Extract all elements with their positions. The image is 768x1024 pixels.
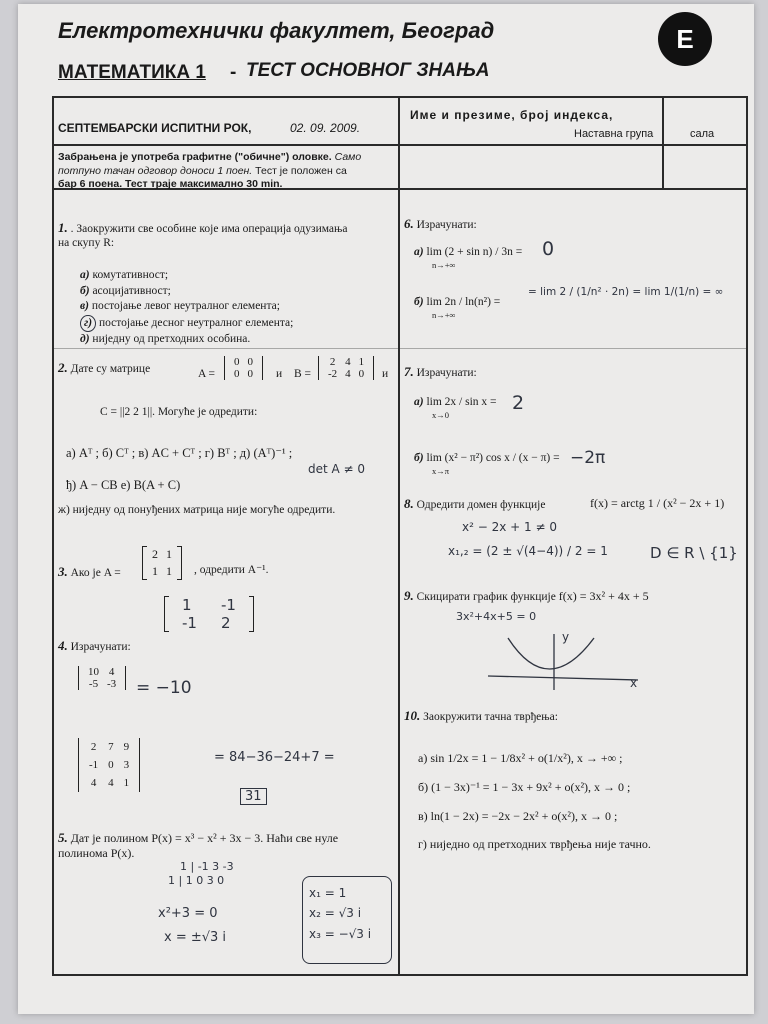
q5-solution: x = ±√3 i xyxy=(164,930,227,945)
q6-a-answer: 0 xyxy=(542,238,555,260)
q2-matrix-c: C = ||2 2 1||. Могуће је одредити: xyxy=(100,406,258,418)
q10-option-g[interactable]: г) ниједно од претходних тврђења није тачно. xyxy=(418,837,651,852)
q1-option-a[interactable]: а) комутативност; xyxy=(80,269,169,281)
left-divider-1 xyxy=(52,348,399,349)
frame-bottom xyxy=(52,974,748,976)
q9-axis-y-label: y xyxy=(562,630,570,644)
q4-work: = 84−36−24+7 = xyxy=(214,750,335,765)
exam-date: 02. 09. 2009. xyxy=(290,121,361,135)
q10-option-a[interactable]: а) sin 1/2x = 1 − 1/8x² + o(1/x²), x → +∞ ; xyxy=(418,751,623,765)
exam-sheet xyxy=(18,4,754,1014)
q8-work-1: x² − 2x + 1 ≠ 0 xyxy=(462,520,557,534)
faculty-title: Електротехнички факултет, Београд xyxy=(58,18,495,43)
q7-text: 7. Израчунати: xyxy=(404,364,477,379)
q2-handwriting: det A ≠ 0 xyxy=(308,462,366,476)
matrix-a-q3: 2 1 1 1 xyxy=(142,546,182,585)
q9-work: 3x²+4x+5 = 0 xyxy=(456,610,537,623)
group-label: Наставна група xyxy=(574,128,654,140)
q3-handwritten-inverse: 1 -1 -1 2 xyxy=(164,596,254,637)
q1-option-d[interactable]: д) ниједну од претходних особина. xyxy=(80,333,251,346)
title-dash: - xyxy=(230,62,237,83)
frame-row1 xyxy=(52,144,748,146)
q6-b-sub: n→+∞ xyxy=(432,310,456,320)
q9-text: 9. Скицирати график функције f(x) = 3x² + 4x + 5 xyxy=(404,588,649,603)
q10-options xyxy=(418,744,651,859)
q10-option-v[interactable]: в) ln(1 − 2x) = −2x − 2x² + o(x²), x → 0 ; xyxy=(418,808,618,823)
q6-b: б) lim 2n / ln(n²) = xyxy=(414,296,501,308)
q7-b: б) lim (x² − π²) cos x / (x − π) = xyxy=(414,452,560,464)
q5-horner-row: 1 | 1 0 3 0 xyxy=(168,874,225,887)
q2-and: и xyxy=(276,368,283,380)
q6-text: 6. Израчунати: xyxy=(404,216,477,231)
frame-room-divider xyxy=(662,96,664,188)
q6-a-sub: n→+∞ xyxy=(432,260,456,270)
q2-text: 2. Дате су матрице xyxy=(58,360,151,375)
q2-and-2: и xyxy=(382,368,389,380)
matrix-a: 0 0 0 0 xyxy=(224,356,263,385)
q9-axis-x-label: x xyxy=(630,676,638,690)
q9-parabola xyxy=(508,638,594,669)
q8-work-2: x₁,₂ = (2 ± √(4−4)) / 2 = 1 xyxy=(448,544,608,558)
q1-text: 1. . Заокружити све особине које има операција одузимања на скупу R: xyxy=(58,220,348,249)
room-label: сала xyxy=(690,128,715,140)
q5-equation: x²+3 = 0 xyxy=(158,906,218,921)
q2-options-row1[interactable]: а) Aᵀ ; б) Cᵀ ; в) AC + Cᵀ ; г) Bᵀ ; д) (Aᵀ)⁻¹ ; xyxy=(66,446,293,460)
q2-options-row2[interactable]: ђ) A − CB е) B(A + C) xyxy=(66,478,181,492)
matrix-b: 2 4 1 -2 4 0 xyxy=(318,356,374,385)
q3-text: 3. Ако је A = xyxy=(58,564,121,579)
q2-options-row3[interactable]: ж) ниједну од понуђених матрица није могуће одредити. xyxy=(58,504,336,516)
student-name-label: Име и презиме, број индекса, xyxy=(410,108,614,122)
exam-rules: Забрањена је употреба графитне ("обичне") оловке. Само потпуно тачан одговор доноси 1 поен. Тест је положен са бар 6 поена. Тест траје максимално 30 min. xyxy=(58,151,362,191)
test-title: ТЕСТ ОСНОВНОГ ЗНАЊА xyxy=(246,60,490,81)
q7-b-sub: x→π xyxy=(432,466,450,476)
q5-horner-top: 1 | -1 3 -3 xyxy=(180,860,234,873)
exam-term: СЕПТЕМБАРСКИ ИСПИТНИ РОК, xyxy=(58,121,252,135)
matrix-a-label: A = xyxy=(198,368,216,380)
course-title: МАТЕМАТИКА 1 xyxy=(58,62,206,83)
frame-middle xyxy=(398,96,400,976)
right-divider-1 xyxy=(399,348,747,349)
q4-answer-3x3: 31 xyxy=(240,788,267,805)
q6-b-work: = lim 2 / (1/n² · 2n) = lim 1/(1/n) = ∞ xyxy=(528,286,724,298)
frame-left xyxy=(52,96,54,976)
frame-top xyxy=(52,96,748,98)
q1-option-v[interactable]: в) постојање левог неутралног елемента; xyxy=(80,300,280,313)
frame-right xyxy=(746,96,748,976)
q7-a-sub: x→0 xyxy=(432,410,449,420)
q7-a: а) lim 2x / sin x = xyxy=(414,396,497,408)
q1-options xyxy=(80,268,293,348)
q4-determinant-3x3: 2 7 9 -1 0 3 4 4 1 xyxy=(78,738,140,797)
q4-determinant-2x2: 10 4 -5 -3 xyxy=(78,666,126,695)
q8-text: 8. Одредити домен функције xyxy=(404,496,546,511)
q9-x-axis xyxy=(488,676,638,680)
q5-text: 5. Дат је полином P(x) = x³ − x² + 3x − 3. Наћи све нуле полинома P(x). xyxy=(58,830,339,860)
q4-answer-2x2: = −10 xyxy=(136,678,192,698)
q6-a: а) lim (2 + sin n) / 3n = xyxy=(414,246,523,258)
q1-option-b[interactable]: б) асоцијативност; xyxy=(80,284,171,297)
q8-domain: D ∈ R \ {1} xyxy=(650,544,738,562)
q7-a-answer: 2 xyxy=(512,392,525,414)
q3-text-2: , одредити A⁻¹. xyxy=(194,564,269,576)
q1-option-g[interactable]: г) постојање десног неутралног елемента; xyxy=(80,315,293,333)
matrix-b-label: B = xyxy=(294,368,312,380)
faculty-logo: Е xyxy=(658,12,712,66)
q10-text: 10. Заокружити тачна тврђења: xyxy=(404,708,558,723)
q4-text: 4. Израчунати: xyxy=(58,638,131,653)
q7-b-answer: −2π xyxy=(570,448,606,468)
q5-roots-box: x₁ = 1 x₂ = √3 i x₃ = −√3 i xyxy=(302,876,392,964)
q10-option-b[interactable]: б) (1 − 3x)⁻¹ = 1 − 3x + 9x² + o(x²), x → 0 ; xyxy=(418,779,631,794)
q8-function: f(x) = arctg 1 / (x² − 2x + 1) xyxy=(590,496,725,510)
